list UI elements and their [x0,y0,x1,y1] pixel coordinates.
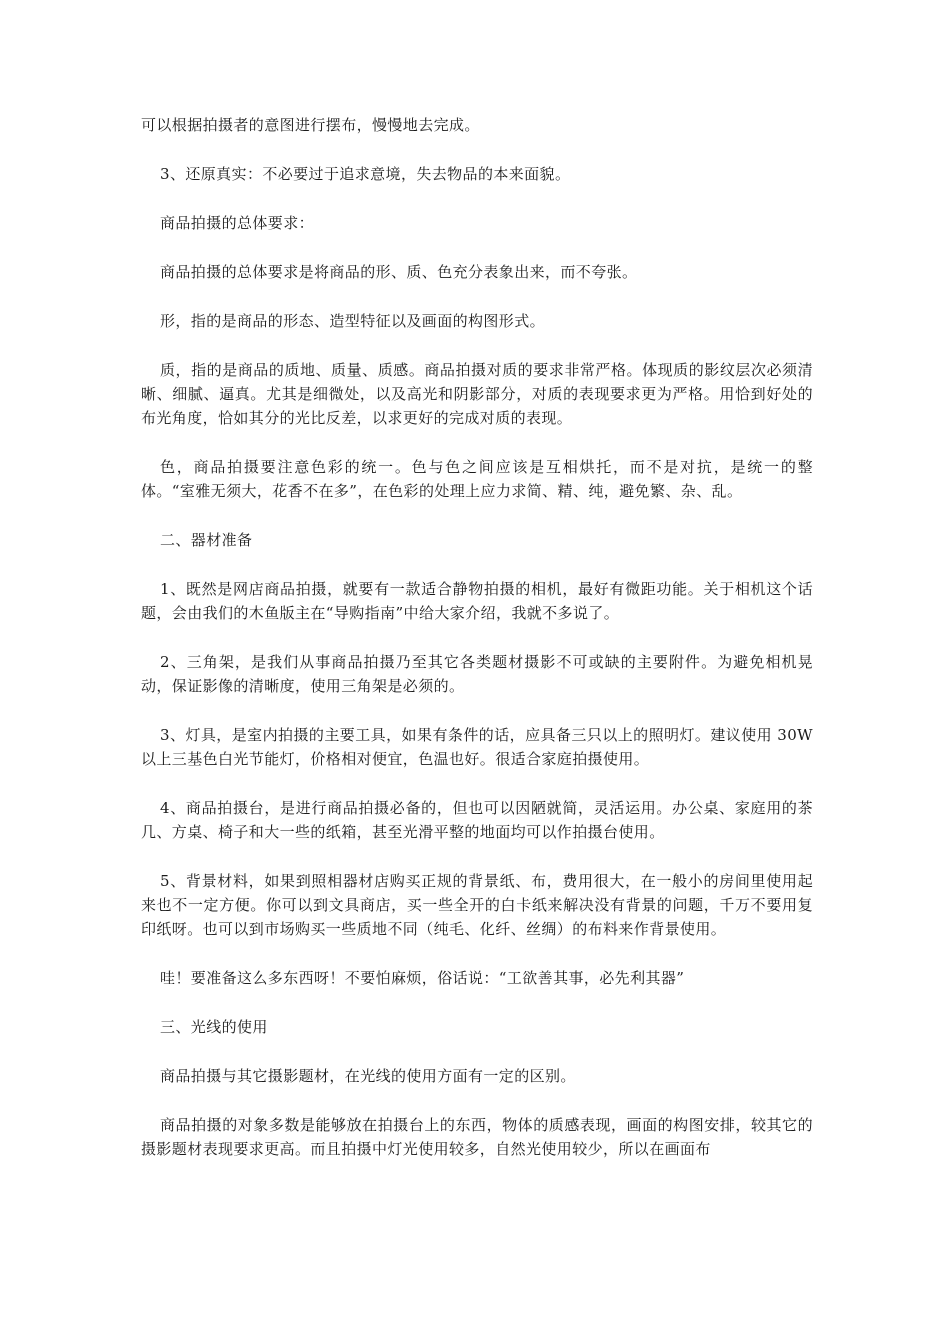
paragraph-9: 1、既然是网店商品拍摄，就要有一款适合静物拍摄的相机，最好有微距功能。关于相机这个话题，会由我们的木鱼版主在“导购指南”中给大家介绍，我就不多说了。 [141,580,813,622]
paragraph-12: 4、商品拍摄台，是进行商品拍摄必备的，但也可以因陋就简，灵活运用。办公桌、家庭用的茶几、方桌、椅子和大一些的纸箱，甚至光滑平整的地面均可以作拍摄台使用。 [141,799,813,841]
paragraph-6: 质，指的是商品的质地、质量、质感。商品拍摄对质的要求非常严格。体现质的影纹层次必须清晰、细腻、逼真。尤其是细微处，以及高光和阴影部分，对质的表现要求更为严格。用恰到好处的布光角度，恰如其分的光比反差，以求更好的完成对质的表现。 [141,361,813,427]
paragraph-3-heading: 商品拍摄的总体要求： [160,214,315,232]
paragraph-2: 3、还原真实：不必要过于追求意境，失去物品的本来面貌。 [160,165,571,183]
section-heading-3: 三、光线的使用 [160,1018,268,1036]
paragraph-7: 色，商品拍摄要注意色彩的统一。色与色之间应该是互相烘托，而不是对抗，是统一的整体。“室雅无须大，花香不在多”，在色彩的处理上应力求简、精、纯，避免繁、杂、乱。 [141,458,813,500]
paragraph-16: 商品拍摄与其它摄影题材，在光线的使用方面有一定的区别。 [160,1067,576,1085]
paragraph-1: 可以根据拍摄者的意图进行摆布，慢慢地去完成。 [141,116,480,134]
paragraph-14: 哇！要准备这么多东西呀！不要怕麻烦，俗话说：“工欲善其事，必先利其器” [160,969,685,987]
paragraph-10: 2、三角架，是我们从事商品拍摄乃至其它各类题材摄影不可或缺的主要附件。为避免相机晃动，保证影像的清晰度，使用三角架是必须的。 [141,653,813,695]
document-body [141,113,813,1186]
paragraph-5: 形，指的是商品的形态、造型特征以及画面的构图形式。 [160,312,546,330]
paragraph-4: 商品拍摄的总体要求是将商品的形、质、色充分表象出来，而不夸张。 [160,263,638,281]
paragraph-11: 3、灯具，是室内拍摄的主要工具，如果有条件的话，应具备三只以上的照明灯。建议使用 30W 以上三基色白光节能灯，价格相对便宜，色温也好。很适合家庭拍摄使用。 [141,726,813,768]
paragraph-13: 5、背景材料，如果到照相器材店购买正规的背景纸、布，费用很大，在一般小的房间里使用起来也不一定方便。你可以到文具商店，买一些全开的白卡纸来解决没有背景的问题，千万不要用复印纸呀。也可以到市场购买一些质地不同（纯毛、化纤、丝绸）的布料来作背景使用。 [141,872,813,938]
section-heading-2: 二、器材准备 [160,531,253,549]
paragraph-17: 商品拍摄的对象多数是能够放在拍摄台上的东西，物体的质感表现，画面的构图安排，较其它的摄影题材表现要求更高。而且拍摄中灯光使用较多，自然光使用较少，所以在画面布 [141,1116,813,1158]
